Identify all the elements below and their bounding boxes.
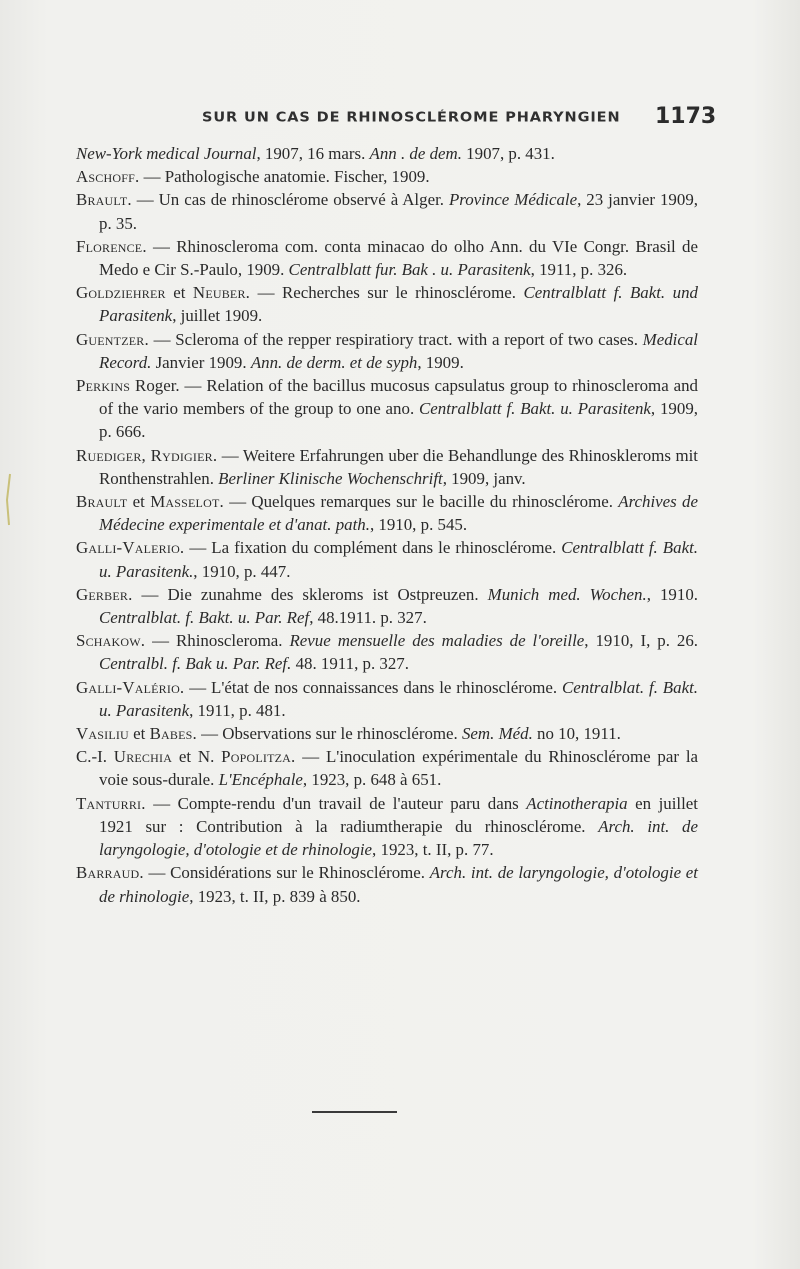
- entry-text: 1907, p. 431.: [461, 144, 555, 163]
- journal-title: Revue mensuelle des maladies de l'oreille: [289, 631, 585, 651]
- entry-text: , 1911, p. 326.: [530, 260, 628, 280]
- entry-text: , 1910, I, p. 26.: [584, 631, 698, 651]
- bibliography-entry: [76, 444, 698, 490]
- margin-pencil-mark: [0, 470, 20, 530]
- bibliography-entry: [76, 235, 698, 281]
- journal-title: Berliner Klinische Wochenschrift: [218, 468, 443, 488]
- author-name: Galli-Valerio.: [76, 538, 185, 558]
- entry-text: et: [165, 283, 193, 303]
- entry-text: — Un cas de rhinosclérome observé à Alger.: [131, 190, 449, 210]
- entry-text: C.-I.: [76, 747, 114, 767]
- page-header: [0, 104, 800, 134]
- entry-text: — Considérations sur le Rhinosclérome.: [143, 863, 430, 883]
- bibliography-entry: [76, 374, 698, 444]
- journal-title: Actinotherapia: [526, 793, 628, 813]
- entry-text: — Die zunahme des skleroms ist Ostpreuzen.: [132, 584, 488, 604]
- journal-title: Centralblat. f. Bakt. u. Parasitenk: [99, 677, 698, 720]
- entry-text: — Rhinoscleroma.: [145, 631, 290, 651]
- journal-title: Ann . de dem.: [369, 144, 462, 163]
- journal-title: Centralblatt f. Bakt. u. Parasitenk.: [99, 538, 698, 581]
- bibliography-entry: [76, 490, 698, 536]
- bibliography-entry: [76, 722, 698, 745]
- journal-title: Arch. int. de laryngologie, d'otologie et de rhinologie: [99, 816, 699, 860]
- entry-text: — Compte-rendu d'un travail de l'auteur paru dans: [145, 793, 527, 813]
- author-name: Guentzer.: [76, 329, 149, 349]
- author-name: Schakow.: [76, 631, 146, 651]
- entry-text: , 1907, 16 mars.: [256, 144, 370, 163]
- entry-text: , juillet 1909.: [172, 306, 263, 326]
- entry-text: — Recherches sur le rhinosclérome.: [250, 283, 524, 303]
- entry-text: — L'inoculation expérimentale du Rhinosclérome par la voie sous-durale.: [99, 747, 699, 790]
- entry-text: , 1923, p. 648 à 651.: [302, 770, 442, 790]
- journal-title: Arch. int. de laryngologie, d'otologie et de rhinologie: [99, 863, 698, 906]
- author-name: Tanturri.: [76, 793, 146, 813]
- journal-title: L'Encéphale: [218, 770, 303, 790]
- entry-text: , 48.1911. p. 327.: [309, 608, 427, 628]
- entry-text: et N.: [172, 747, 222, 767]
- page-number: 1173: [655, 104, 717, 129]
- journal-title: Centralbl. f. Bak u. Par. Ref.: [99, 654, 292, 674]
- author-name: Florence.: [76, 236, 147, 256]
- journal-title: Archives de Médecine experimentale et d'anat. path.: [99, 492, 698, 535]
- entry-text: , 1910, p. 447.: [193, 561, 291, 581]
- journal-title: Ann. de derm. et de syph: [250, 352, 418, 372]
- bibliography-list: [76, 142, 698, 908]
- author-name: Ruediger, Rydigier.: [76, 445, 218, 465]
- entry-text: , 23 janvier 1909, p. 35.: [99, 190, 698, 233]
- journal-title: Centralblatt f. Bakt. u. Parasitenk: [419, 399, 651, 419]
- journal-title: Centralblat. f. Bakt. u. Par. Ref: [99, 608, 310, 628]
- author-name: Vasiliu: [76, 724, 129, 744]
- journal-title: Munich med. Wochen.: [487, 584, 647, 604]
- entry-text: — Quelques remarques sur le bacille du rhinosclérome.: [223, 492, 619, 512]
- bibliography-entry: [76, 165, 698, 188]
- bibliography-entry: [76, 792, 698, 862]
- author-name: Urechia: [113, 747, 173, 767]
- journal-title: Sem. Méd.: [461, 724, 533, 744]
- journal-title: Province Médicale: [448, 190, 578, 210]
- entry-text: — Observations sur le rhinosclérome.: [196, 724, 462, 744]
- journal-title: New-York medical Journal: [76, 144, 257, 163]
- author-name: Popolitza.: [221, 747, 296, 767]
- entry-text: — La fixation du complément dans le rhinosclérome.: [184, 538, 562, 558]
- entry-text: — Pathologische anatomie. Fischer, 1909.: [139, 167, 430, 187]
- entry-text: — Weitere Erfahrungen uber die Behandlunge des Rhinoskleroms mit Ronthenstrahlen.: [99, 445, 698, 488]
- bibliography-entry: [76, 861, 698, 907]
- entry-text: et: [127, 492, 151, 512]
- bibliography-entry: [76, 583, 698, 629]
- author-name: Brault.: [76, 190, 132, 210]
- journal-title: Centralblatt f. Bakt. und Parasitenk: [99, 283, 698, 326]
- section-end-rule: [312, 1111, 397, 1113]
- bibliography-entry: [76, 629, 698, 675]
- author-name: Aschoff.: [76, 167, 140, 187]
- entry-text: , 1909.: [417, 352, 464, 372]
- entry-text: , 1923, t. II, p. 77.: [372, 840, 494, 860]
- entry-text: , 1909, janv.: [442, 468, 526, 488]
- bibliography-entry: [76, 536, 698, 582]
- author-name: Brault: [76, 492, 128, 512]
- entry-text: no 10, 1911.: [532, 724, 621, 744]
- bibliography-entry: [76, 188, 698, 234]
- author-name: Barraud.: [76, 863, 144, 883]
- entry-text: — Scleroma of the repper respiratiory tract. with a report of two cases.: [148, 329, 643, 349]
- author-name: Babes.: [149, 724, 197, 744]
- entry-text: et: [128, 724, 150, 744]
- entry-text: , 1923, t. II, p. 839 à 850.: [189, 886, 361, 906]
- entry-text: — Rhinoscleroma com. conta minacao do olho Ann. du VIe Congr. Brasil de Medo e Cir S.-Paulo, 1909.: [99, 236, 698, 280]
- entry-text: , 1911, p. 481.: [189, 700, 286, 720]
- author-name: Galli-Valério.: [76, 677, 185, 697]
- bibliography-entry: [76, 328, 698, 374]
- running-title: SUR UN CAS DE RHINOSCLÉROME PHARYNGIEN: [202, 110, 621, 126]
- entry-text: — L'état de nos connaissances dans le rhinosclérome.: [184, 677, 563, 697]
- entry-text: , 1910.: [646, 584, 698, 604]
- bibliography-entry: [76, 281, 698, 327]
- author-name: Neuber.: [192, 283, 251, 303]
- journal-title: Medical Record.: [99, 329, 698, 372]
- entry-text: 48. 1911, p. 327.: [291, 654, 409, 674]
- author-name: Masselot.: [150, 492, 224, 512]
- entry-text: Roger. — Relation of the bacillus mucosus capsulatus group to rhinoscleroma and of the vario members of the group to one ano.: [99, 376, 698, 419]
- author-name: Goldziehrer: [76, 283, 166, 303]
- bibliography-entry: [76, 142, 698, 165]
- entry-text: Janvier 1909.: [151, 352, 251, 372]
- journal-title: Centralblatt fur. Bak . u. Parasitenk: [288, 260, 531, 280]
- bibliography-entry: [76, 676, 698, 722]
- entry-text: , 1910, p. 545.: [369, 515, 468, 535]
- entry-text: , 1909, p. 666.: [99, 399, 698, 442]
- author-name: Gerber.: [76, 584, 133, 604]
- author-name: Perkins: [76, 376, 131, 396]
- bibliography-entry: [76, 745, 698, 791]
- entry-text: en juillet 1921 sur : Contribution à la radiumtherapie du rhinosclérome.: [99, 793, 698, 836]
